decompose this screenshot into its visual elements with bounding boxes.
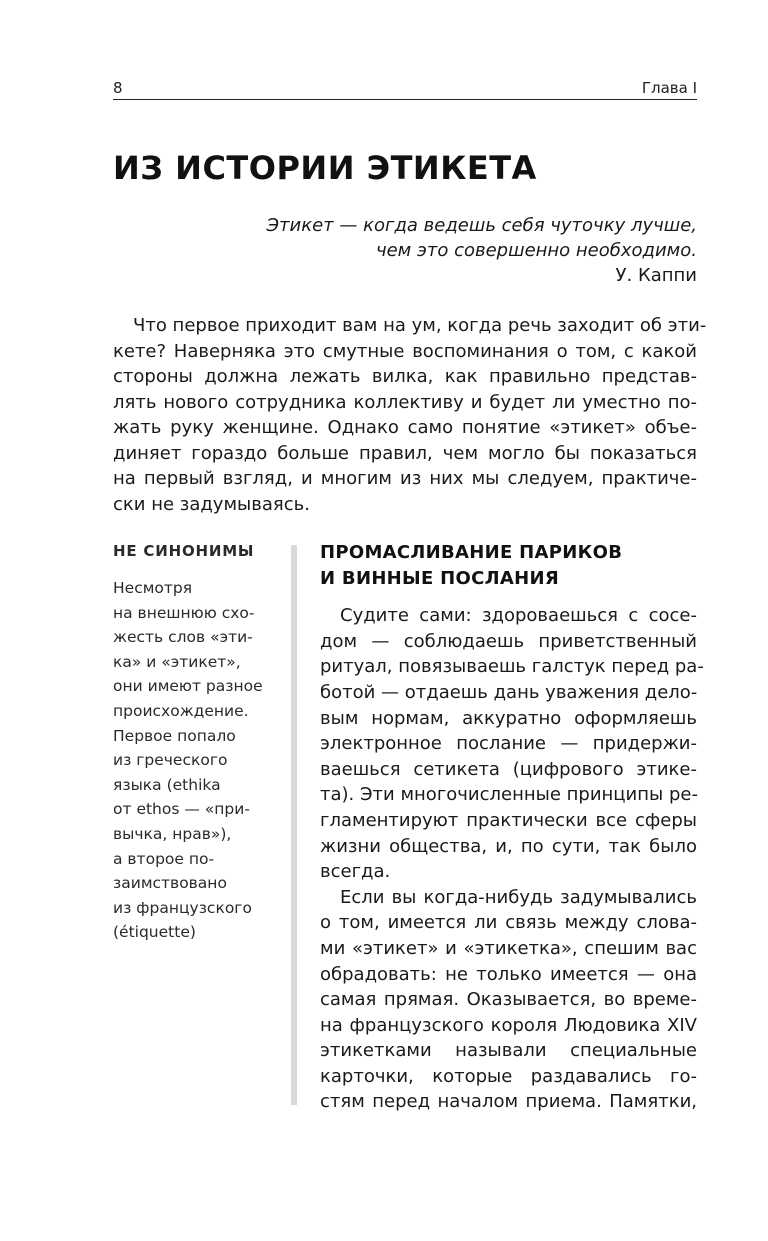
page-title: ИЗ ИСТОРИИ ЭТИКЕТА <box>113 149 537 187</box>
text-line: жать руку женщине. Однако само понятие «этикет» объе- <box>113 417 697 438</box>
sidebar-line: заимствовано <box>113 874 227 893</box>
text-line: о том, имеется ли связь между слова- <box>320 912 697 934</box>
main-section <box>320 540 704 1115</box>
intro-paragraph <box>113 313 707 517</box>
text-line: карточки, которые раздавались го- <box>320 1065 697 1087</box>
sidebar-line: происхождение. <box>113 701 249 720</box>
text-line: этикетками называли специальные <box>320 1040 697 1062</box>
sidebar-line: Несмотря <box>113 579 193 597</box>
text-line: вым нормам, аккуратно оформляешь <box>320 707 697 729</box>
text-line: лять нового сотрудника коллективу и будет ли уместно по- <box>113 391 697 413</box>
text-line: ритуал, повязываешь галстук перед ра- <box>320 656 704 678</box>
page-number: 8 <box>113 79 123 97</box>
epigraph-line: Этикет — когда ведешь себя чуточку лучше, <box>266 215 697 236</box>
sidebar-line: от ethos — «при- <box>113 800 250 819</box>
text-line: стям перед началом приема. Памятки, <box>320 1091 697 1113</box>
running-header <box>113 75 697 100</box>
text-line: ваешься сетикета (цифрового этике- <box>320 758 697 780</box>
sidebar-divider <box>291 545 297 1105</box>
text-line: Если вы когда-нибудь задумывались <box>340 886 697 908</box>
section-heading-line: ПРОМАСЛИВАНИЕ ПАРИКОВ <box>320 542 623 563</box>
sidebar-line: вычка, нрав»), <box>113 824 232 843</box>
text-line: гламентируют практически все сферы <box>320 809 697 831</box>
sidebar-line: а второе по- <box>113 849 215 868</box>
epigraph-author: У. Каппи <box>615 265 697 286</box>
text-line: ботой — отдаешь дань уважения дело- <box>320 681 698 703</box>
sidebar-line: языка (ethika <box>113 775 221 794</box>
sidebar-line: из греческого <box>113 751 228 770</box>
text-line: на французского короля Людовика XIV <box>320 1014 697 1036</box>
sidebar-note <box>113 540 278 945</box>
epigraph-line: чем это совершенно необходимо. <box>375 240 697 261</box>
text-line: ски не задумываясь. <box>113 493 310 515</box>
epigraph <box>266 213 697 288</box>
text-line: жизни общества, и, по сути, так было <box>320 835 697 857</box>
sidebar-line: Первое попало <box>113 726 236 745</box>
text-line: электронное послание — придержи- <box>320 733 697 755</box>
text-line: Что первое приходит вам на ум, когда речь заходит об эти- <box>133 315 707 336</box>
section-heading-line: И ВИННЫЕ ПОСЛАНИЯ <box>320 567 560 589</box>
section-heading <box>320 540 697 591</box>
chapter-label: Глава I <box>641 79 697 97</box>
text-line: кете? Наверняка это смутные воспоминания о том, с какой <box>113 340 697 362</box>
text-line: на первый взгляд, и многим из них мы следуем, практиче- <box>113 468 697 489</box>
sidebar-line: они имеют разное <box>113 677 263 696</box>
text-line: всегда. <box>320 861 391 883</box>
text-line: та). Эти многочисленные принципы ре- <box>320 784 698 806</box>
text-line: Судите сами: здороваешься с сосе- <box>340 605 697 627</box>
text-line: диняет гораздо больше правил, чем могло бы показаться <box>113 442 697 464</box>
sidebar-line: (étiquette) <box>113 923 196 942</box>
sidebar-line: на внешнюю схо- <box>113 603 255 622</box>
text-line: ми «этикет» и «этикетка», спешим вас <box>320 937 697 959</box>
text-line: обрадовать: не только имеется — она <box>320 963 697 985</box>
sidebar-line: из французского <box>113 898 252 917</box>
text-line: самая прямая. Оказывается, во време- <box>320 989 697 1011</box>
text-line: дом — соблюдаешь приветственный <box>320 630 697 652</box>
sidebar-line: ка» и «этикет», <box>113 652 241 671</box>
sidebar-title: НЕ СИНОНИМЫ <box>113 542 255 560</box>
text-line: стороны должна лежать вилка, как правильно представ- <box>113 366 697 387</box>
sidebar-line: жесть слов «эти- <box>113 628 253 647</box>
